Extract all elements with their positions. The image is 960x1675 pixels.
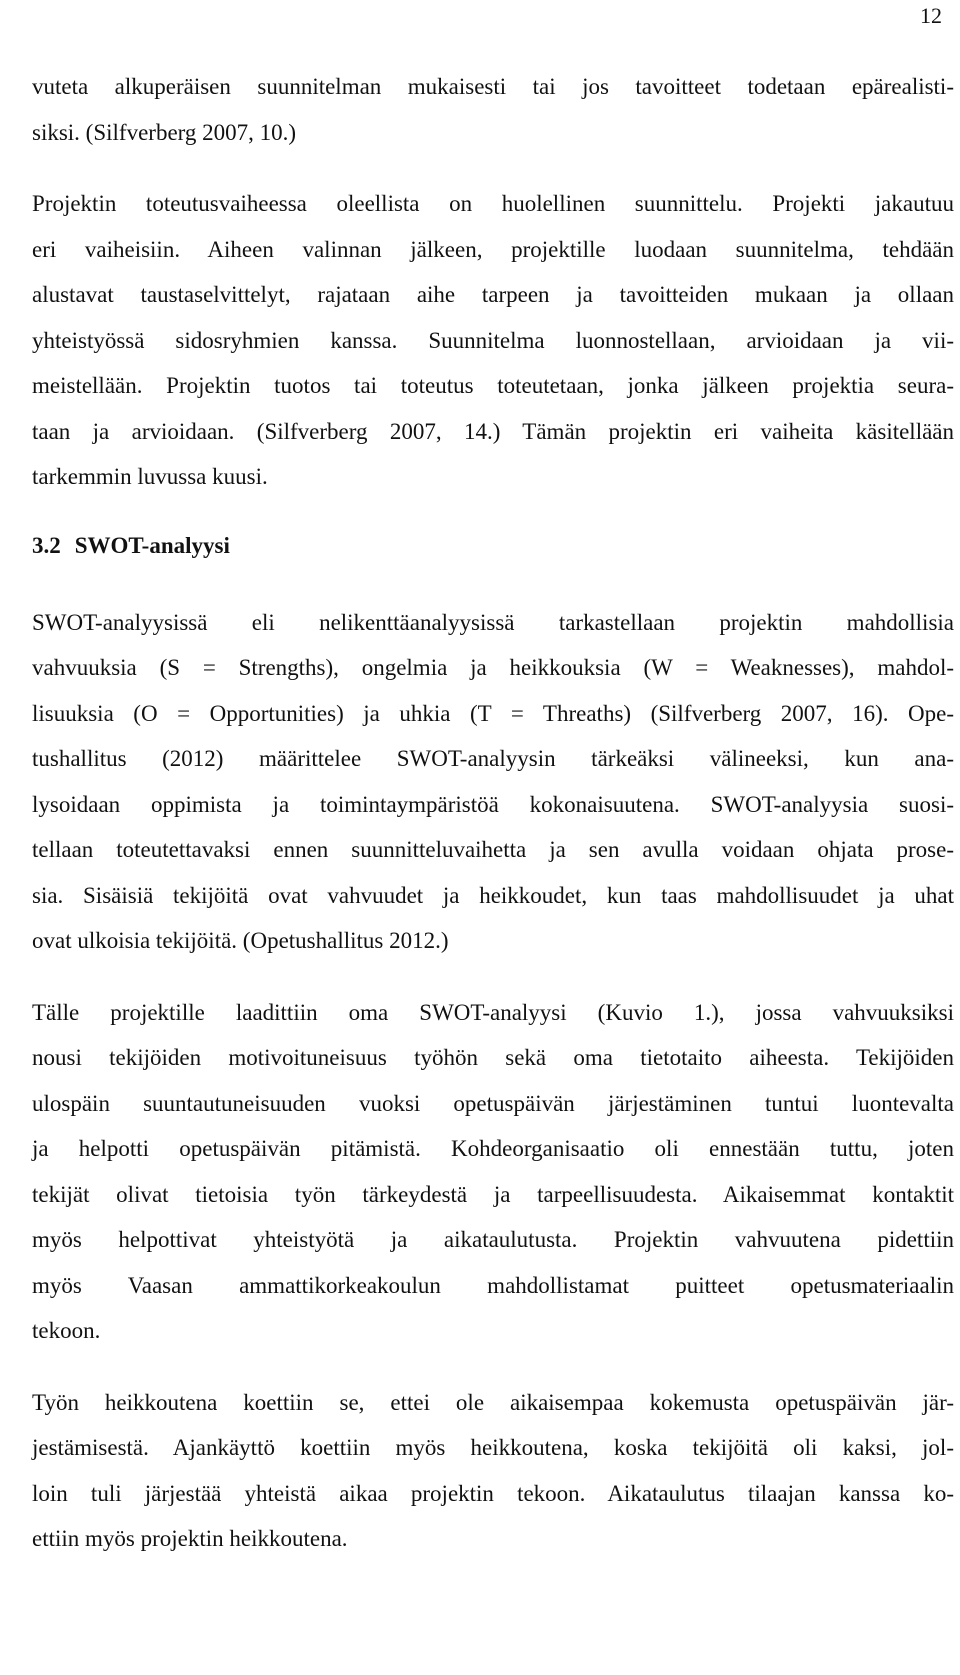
text-line: Tälle projektille laadittiin oma SWOT-analyysi (Kuvio 1.), jossa vahvuuksiksi bbox=[32, 999, 954, 1025]
paragraph-intro-1 bbox=[32, 64, 954, 155]
text-line: yhteistyössä sidosryhmien kanssa. Suunnitelma luonnostellaan, arvioidaan ja vii- bbox=[32, 327, 954, 353]
section-number: 3.2 bbox=[32, 532, 61, 558]
text-line: Työn heikkoutena koettiin se, ettei ole aikaisempaa kokemusta opetuspäivän jär- bbox=[32, 1389, 954, 1415]
text-line: eri vaiheisiin. Aiheen valinnan jälkeen, projektille luodaan suunnitelma, tehdään bbox=[32, 236, 954, 262]
text-line: ulospäin suuntautuneisuuden vuoksi opetuspäivän järjestäminen tuntui luontevalta bbox=[32, 1090, 954, 1116]
text-line: ettiin myös projektin heikkoutena. bbox=[32, 1526, 348, 1551]
text-line: ovat ulkoisia tekijöitä. (Opetushallitus 2012.) bbox=[32, 928, 449, 953]
page-content bbox=[32, 64, 954, 1562]
text-line: ja helpotti opetuspäivän pitämistä. Kohdeorganisaatio oli ennestään tuttu, joten bbox=[32, 1136, 954, 1161]
text-line: tekijät olivat tietoisia työn tärkeydestä ja tarpeellisuudesta. Aikaisemmat kontaktit bbox=[32, 1181, 954, 1207]
section-heading bbox=[32, 526, 954, 566]
page-number: 12 bbox=[920, 3, 942, 28]
text-line: jestämisestä. Ajankäyttö koettiin myös heikkoutena, koska tekijöitä oli kaksi, jol- bbox=[32, 1435, 954, 1460]
text-line: alustavat taustaselvittelyt, rajataan aihe tarpeen ja tavoitteiden mukaan ja ollaan bbox=[32, 282, 954, 307]
text-line: vahvuuksia (S = Strengths), ongelmia ja heikkouksia (W = Weaknesses), mahdol- bbox=[32, 655, 954, 680]
text-line: tarkemmin luvussa kuusi. bbox=[32, 464, 268, 489]
text-line: meistellään. Projektin tuotos tai toteutus toteutetaan, jonka jälkeen projektia seura- bbox=[32, 373, 954, 398]
text-line: tellaan toteutettavaksi ennen suunnitteluvaihetta ja sen avulla voidaan ohjata prose- bbox=[32, 837, 954, 862]
text-line: sia. Sisäisiä tekijöitä ovat vahvuudet ja heikkoudet, kun taas mahdollisuudet ja uhat bbox=[32, 882, 954, 908]
text-line: taan ja arvioidaan. (Silfverberg 2007, 14.) Tämän projektin eri vaiheita käsitellään bbox=[32, 418, 954, 444]
paragraph-section-2 bbox=[32, 990, 954, 1354]
text-line: lisuuksia (O = Opportunities) ja uhkia (T = Threaths) (Silfverberg 2007, 16). Ope- bbox=[32, 700, 954, 726]
text-line: myös Vaasan ammattikorkeakoulun mahdollistamat puitteet opetusmateriaalin bbox=[32, 1272, 954, 1298]
paragraph-section-1 bbox=[32, 600, 954, 964]
text-line: siksi. (Silfverberg 2007, 10.) bbox=[32, 119, 297, 145]
text-line: vuteta alkuperäisen suunnitelman mukaisesti tai jos tavoitteet todetaan epärealisti- bbox=[32, 74, 954, 99]
text-line: loin tuli järjestää yhteistä aikaa projektin tekoon. Aikataulutus tilaajan kanssa ko- bbox=[32, 1480, 954, 1506]
paragraph-intro-2 bbox=[32, 181, 954, 500]
text-line: Projektin toteutusvaiheessa oleellista on huolellinen suunnittelu. Projekti jakautuu bbox=[32, 191, 954, 216]
text-line: myös helpottivat yhteistyötä ja aikataulutusta. Projektin vahvuutena pidettiin bbox=[32, 1227, 954, 1252]
text-line: tushallitus (2012) määrittelee SWOT-analyysin tärkeäksi välineeksi, kun ana- bbox=[32, 746, 954, 771]
text-line: lysoidaan oppimista ja toimintaympäristöä kokonaisuutena. SWOT-analyysia suosi- bbox=[32, 791, 954, 817]
text-line: tekoon. bbox=[32, 1318, 101, 1343]
paragraph-section-3 bbox=[32, 1380, 954, 1562]
text-line: nousi tekijöiden motivoituneisuus työhön sekä oma tietotaito aiheesta. Tekijöiden bbox=[32, 1045, 954, 1070]
section-title: SWOT-analyysi bbox=[74, 532, 230, 558]
text-line: SWOT-analyysissä eli nelikenttäanalyysissä tarkastellaan projektin mahdollisia bbox=[32, 609, 954, 635]
